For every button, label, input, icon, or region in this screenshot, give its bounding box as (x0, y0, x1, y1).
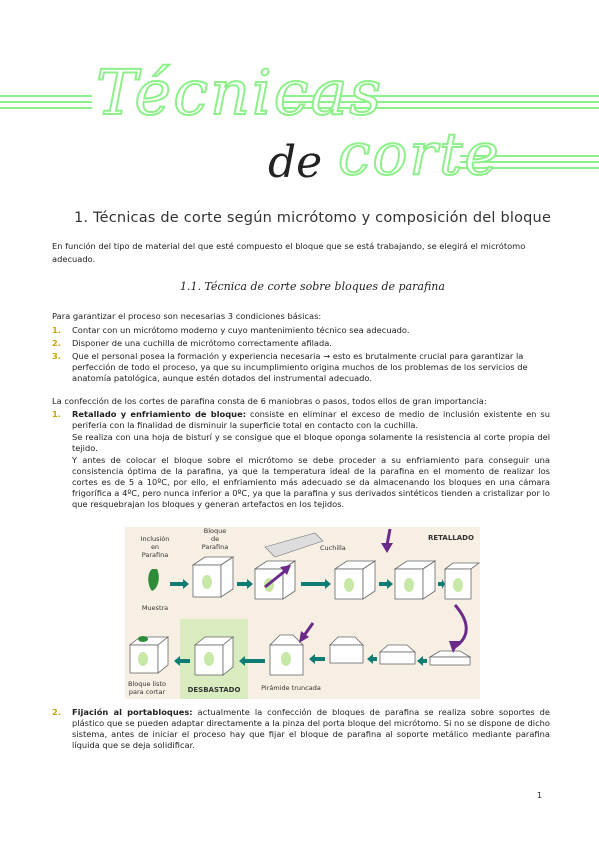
label-bloque-3: Parafina (201, 543, 229, 551)
conditions-intro: Para garantizar el proceso son necesarias 3 condiciones básicas: (52, 311, 322, 321)
conditions-list (52, 325, 550, 386)
list-number: 2. (52, 707, 61, 717)
steps-list-1 (52, 409, 550, 512)
label-inclusion-1: Inclusión (140, 535, 170, 543)
section-heading-1-1: 1.1. Técnica de corte sobre bloques de parafina (180, 280, 445, 293)
list-number: 3. (52, 351, 61, 361)
label-desbastado: DESBASTADO (187, 686, 241, 694)
step-paragraph: Y antes de colocar el bloque sobre el micrótomo se debe proceder a su enfriamiento para conseguir una consistencia óptima de la parafina, ya que la temperatura ideal de la parafina en el momento de realizar los cortes es de 5 a 10ºC, por ello, el enfriamiento más adecuado se da almacenando los bloques en una cámara frigorífica a 4ºC, pero nunca inferior a 0ºC, ya que la parafina y sus derivados sintéticos tienden a cristalizar por lo que resquebrajan los bloques y generan artefactos en los tejidos. (72, 455, 550, 509)
step-text: actualmente la confección de bloques de parafina se realiza sobre soportes de plástico que se pueden adaptar directamente a la pinza del porta bloque del micrótomo. Si no se dispone de dicho sistema, antes de iniciar el proceso hay que fijar el bloque de parafina al soporte metálico mediante parafina líquida que se deja solidificar. (72, 707, 550, 750)
step-title: Fijación al portabloques: (72, 707, 193, 717)
label-bloque-listo-1: Bloque listo (127, 680, 167, 688)
title-word-de: de (268, 137, 323, 188)
cube (130, 637, 168, 673)
label-inclusion-3: Parafina (141, 551, 169, 559)
list-text: Que el personal posea la formación y experiencia necesaria → esto es brutalmente crucial para garantizar la perfección de todo el proceso, ya que su incumplimiento origina muchos de los problemas de los servicios de anatomía patológica, aunque estén dotados del instrumental adecuado. (72, 351, 528, 383)
list-text: Contar con un micrótomo moderno y cuyo mantenimiento técnico sea adecuado. (72, 325, 410, 335)
list-item (52, 409, 550, 510)
step-title: Retallado y enfriamiento de bloque: (72, 409, 247, 419)
cube (195, 637, 233, 675)
label-piramide: Pirámide truncada (261, 684, 321, 692)
step-text: consiste en eliminar el exceso de medio de inclusión existente en su periferia con la finalidad de disminuir la superficie total en contacto con la cuchilla. (72, 409, 550, 430)
label-bloque-2: de (210, 535, 220, 543)
label-retallado: RETALLADO (428, 534, 474, 542)
list-item (52, 338, 550, 349)
cube (395, 561, 435, 599)
list-number: 1. (52, 325, 61, 335)
page-number: 1 (537, 791, 543, 800)
title-word-corte: corte (338, 120, 501, 188)
list-item (52, 325, 550, 336)
list-item (52, 351, 550, 384)
label-cuchilla: Cuchilla (320, 544, 346, 552)
steps-list-2 (52, 707, 550, 753)
list-number: 1. (52, 409, 61, 419)
cube (380, 645, 415, 664)
section-1-intro: En función del tipo de material del que esté compuesto el bloque que se está trabajando, se elegirá el micrótomo adecuado. (52, 241, 526, 264)
section-heading-1: 1. Técnicas de corte según micrótomo y composición del bloque (74, 210, 552, 226)
step-paragraph: Se realiza con una hoja de bisturí y se consigue que el bloque oponga solamente la resistencia al corte propia del tejido. (72, 432, 550, 453)
label-inclusion-2: en (150, 543, 160, 551)
list-item (52, 707, 550, 751)
label-bloque-1: Bloque (203, 527, 227, 535)
title-word-tecnicas: Técnicas (96, 56, 384, 129)
cube (193, 557, 233, 597)
steps-intro: La confección de los cortes de parafina consta de 6 maniobras o pasos, todos ellos de gran importancia: (52, 396, 487, 406)
list-number: 2. (52, 338, 61, 348)
list-text: Disponer de una cuchilla de micrótomo correctamente afilada. (72, 338, 332, 348)
retallado-figure (125, 527, 480, 699)
cube (330, 637, 363, 663)
label-bloque-listo-2: para cortar (128, 688, 166, 696)
cube (335, 561, 375, 599)
cube (430, 651, 470, 665)
label-muestra: Muestra (141, 604, 169, 612)
